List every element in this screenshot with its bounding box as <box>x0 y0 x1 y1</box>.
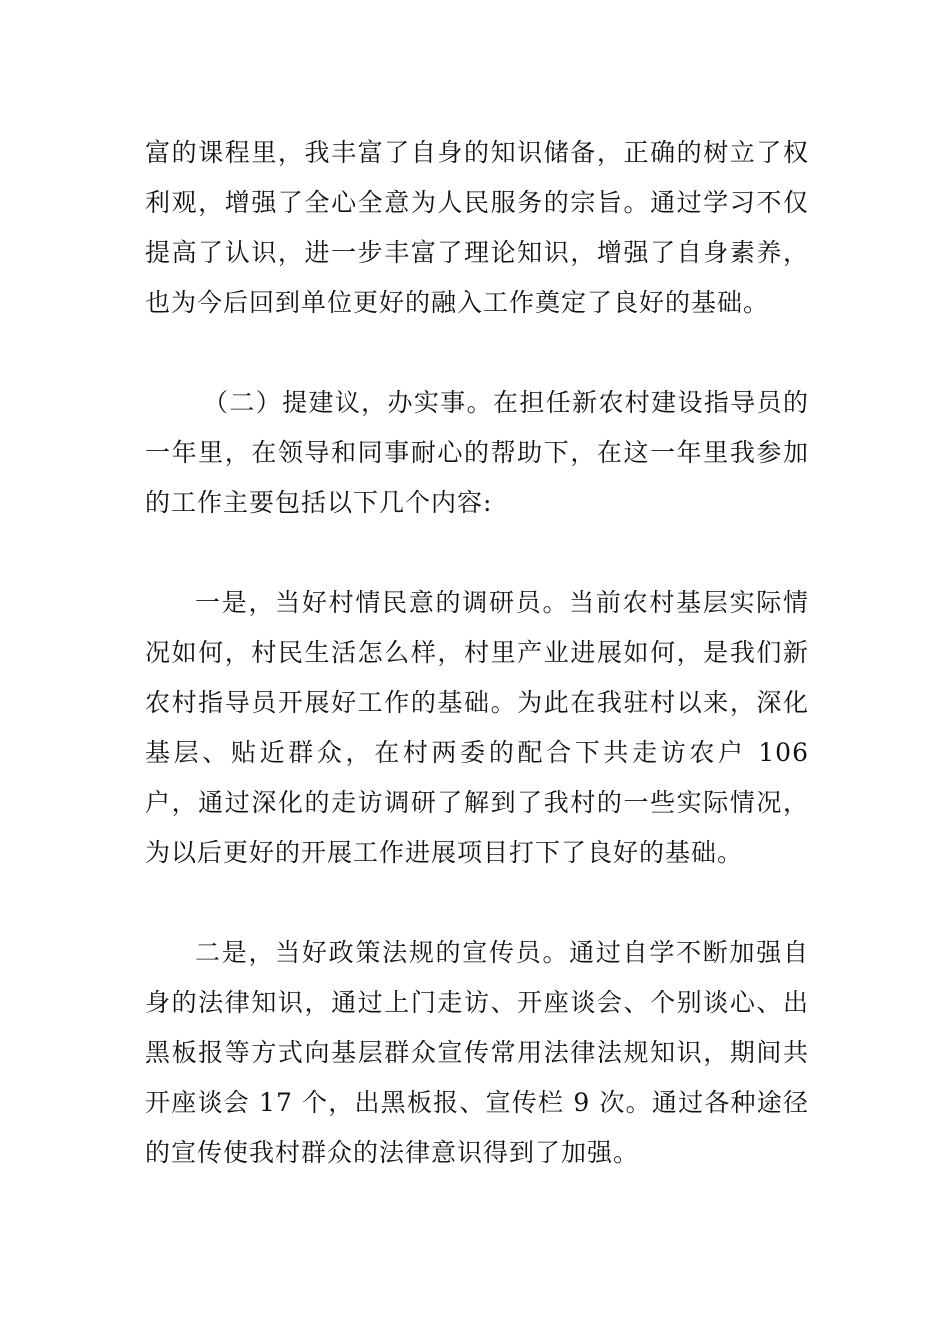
paragraph-section-two: （二）提建议，办实事。在担任新农村建设指导员的一年里，在领导和同事耐心的帮助下，在这一年里我参加的工作主要包括以下几个内容: <box>145 388 809 517</box>
paragraph-point-one: 一是，当好村情民意的调研员。当前农村基层实际情况如何，村民生活怎么样，村里产业进展如何，是我们新农村指导员开展好工作的基础。为此在我驻村以来，深化基层、贴近群众，在村两委的配合下共走访农户 106 户，通过深化的走访调研了解到了我村的一些实际情况，为以后更好的开展工作进展项目打下了良好的基础。 <box>145 588 809 867</box>
paragraph-continuation: 富的课程里，我丰富了自身的知识储备，正确的树立了权利观，增强了全心全意为人民服务的宗旨。通过学习不仅提高了认识，进一步丰富了理论知识，增强了自身素养，也为今后回到单位更好的融入工作奠定了良好的基础。 <box>145 138 809 317</box>
paragraph-point-two: 二是，当好政策法规的宣传员。通过自学不断加强自身的法律知识，通过上门走访、开座谈会、个别谈心、出黑板报等方式向基层群众宣传常用法律法规知识，期间共开座谈会 17 个，出黑板报、宣传栏 9 次。通过各种途径的宣传使我村群众的法律意识得到了加强。 <box>145 938 809 1167</box>
